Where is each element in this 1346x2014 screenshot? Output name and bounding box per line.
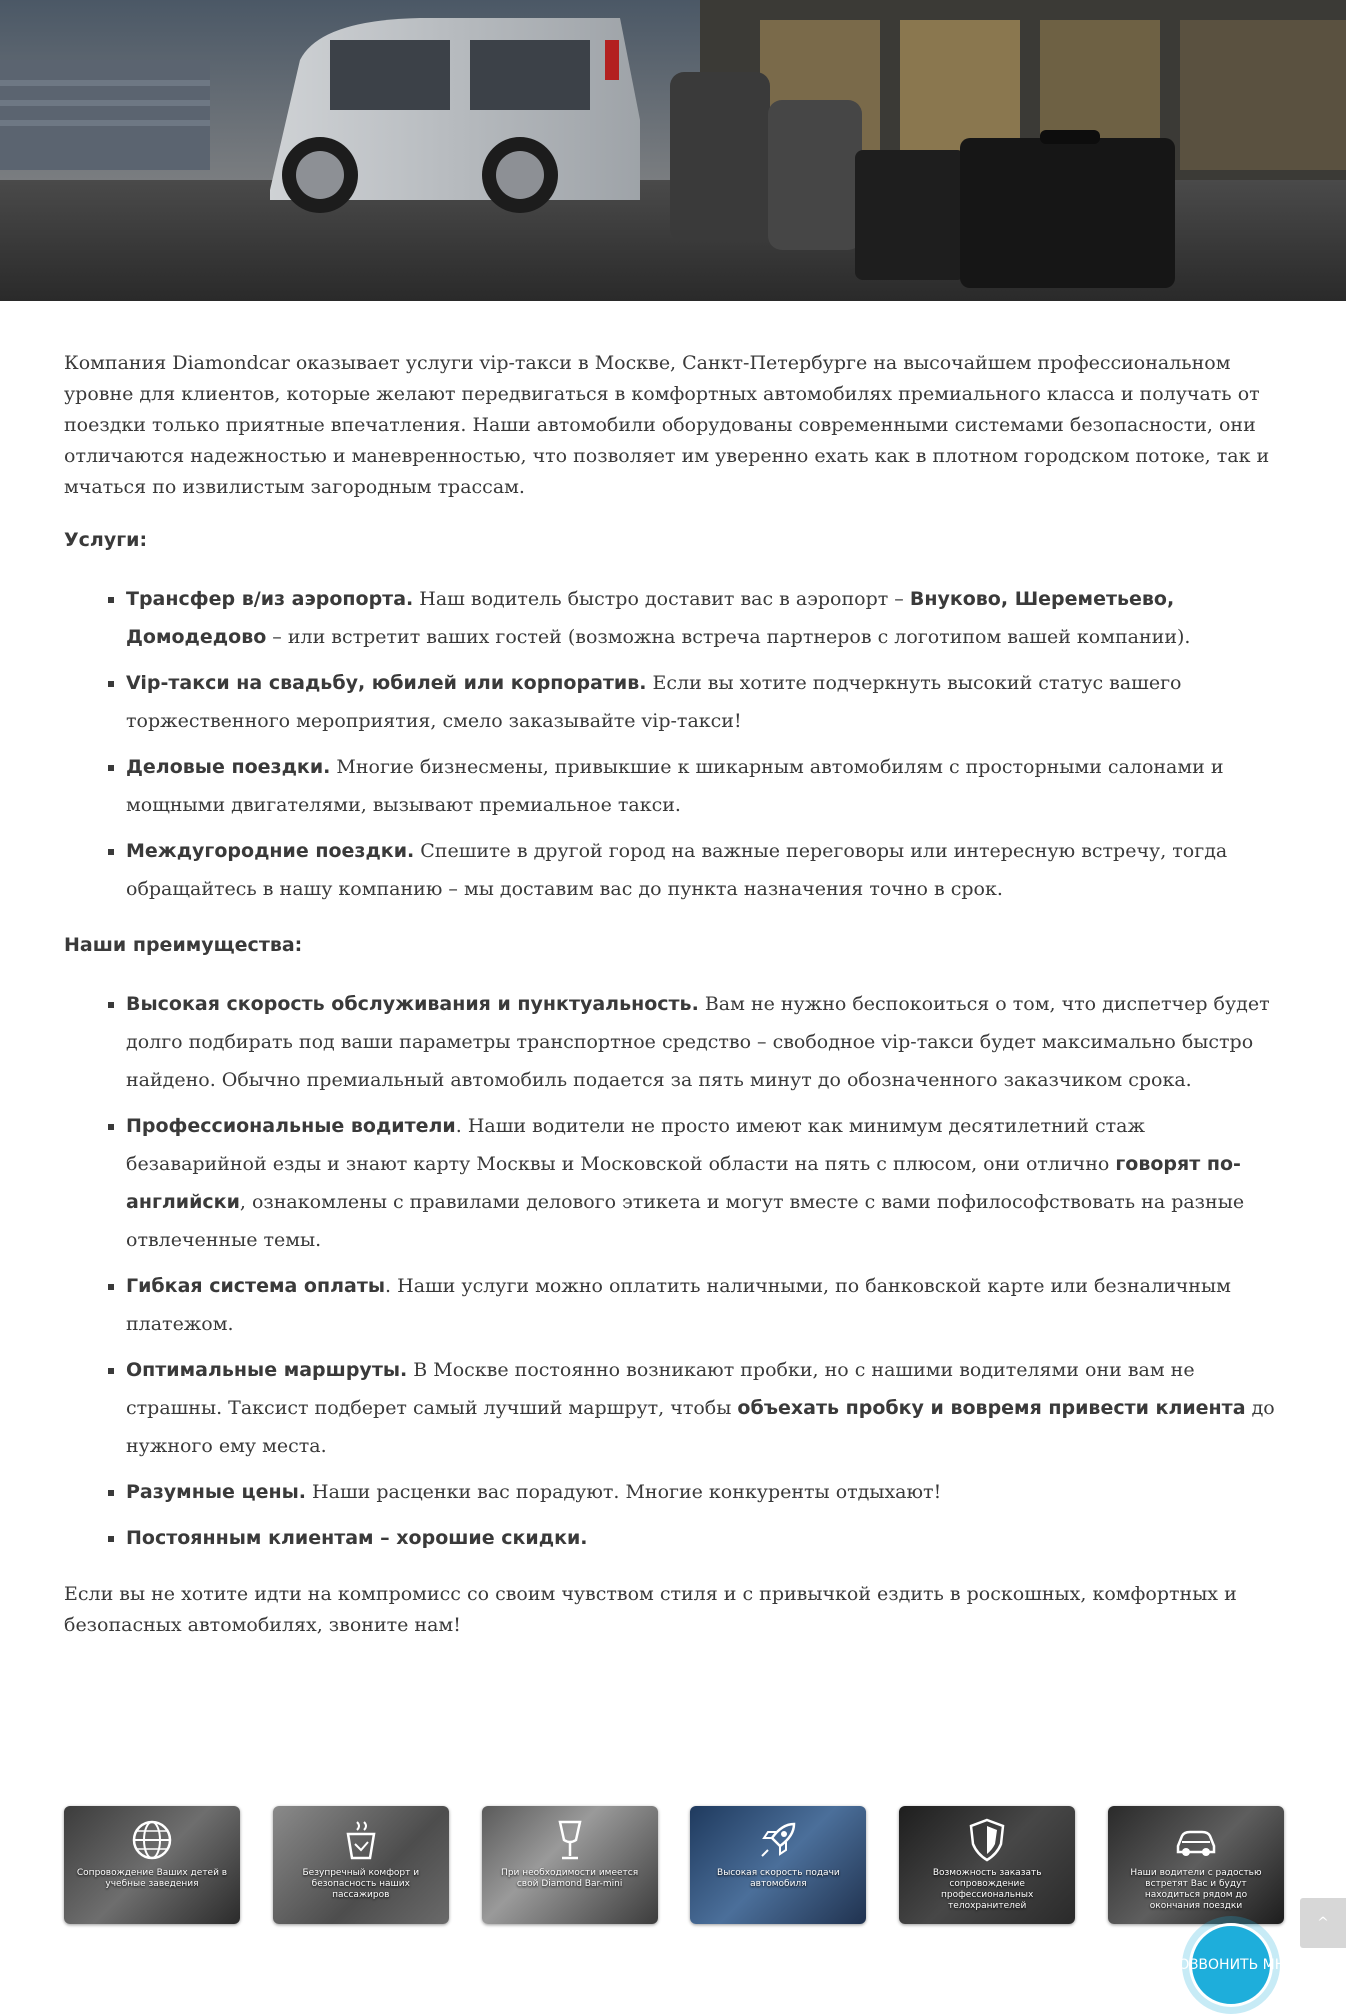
advantages-heading: Наши преимущества:	[64, 934, 303, 956]
feature-card-label: Наши водители с радостью встретят Вас и будут находиться рядом до окончания поездки	[1130, 1868, 1262, 1911]
chevron-up-icon: ^	[1317, 1915, 1329, 1931]
feature-card-security[interactable]	[899, 1806, 1075, 1924]
callback-button-label: ПОЗВОНИТЬ МНЕ	[1189, 1923, 1273, 2007]
list-item: ▪ Трансфер в/из аэропорта. Наш водитель быстро доставит вас в аэропорт – Внуково, Шереметьево, Домодедово – или встретит ваших гостей (возможна встреча партнеров с логотипом вашей компании).	[126, 580, 1284, 656]
feature-card-label: Сопровождение Ваших детей в учебные заведения	[76, 1868, 228, 1889]
shield-icon	[963, 1816, 1011, 1864]
list-item: ▪ Оптимальные маршруты. В Москве постоянно возникают пробки, но с нашими водителями они вам не страшны. Таксист подберет самый лучший маршрут, чтобы объехать пробку и вовремя привести клиента до нужного ему места.	[126, 1351, 1284, 1465]
coffee-cup-icon	[337, 1816, 385, 1864]
advantages-list	[64, 985, 1284, 1557]
globe-icon	[128, 1816, 176, 1864]
feature-card-label: Высокая скорость подачи автомобиля	[717, 1868, 840, 1889]
hero-image	[0, 0, 1346, 301]
intro-text: Компания Diamondcar оказывает услуги vip-такси в Москве, Санкт-Петербурге на высочайшем профессиональном уровне для клиентов, которые желают передвигаться в комфортных автомобилях премиального класса и получать от поездки только приятные впечатления. Наши автомобили оборудованы современными системами безопасности, они отличаются надежностью и маневренностью, что позволяет им уверенно ехать как в плотном городском потоке, так и мчаться по извилистым загородным трассам.	[64, 352, 1270, 498]
car-icon	[1172, 1816, 1220, 1864]
list-item: ▪ Профессиональные водители. Наши водители не просто имеют как минимум десятилетний стаж безаварийной езды и знают карту Москвы и Московской области на пять с плюсом, они отлично говорят по-английски, ознакомлены с правилами делового этикета и могут вместе с вами пофилософствовать на разные отвлеченные темы.	[126, 1107, 1284, 1259]
hero-illustration	[0, 0, 1346, 301]
list-item: ▪ Междугородние поездки. Спешите в другой город на важные переговоры или интересную встречу, тогда обращайтесь в нашу компанию – мы доставим вас до пункта назначения точно в срок.	[126, 832, 1284, 908]
callback-button[interactable]	[1167, 1916, 1295, 2014]
feature-card-comfort[interactable]	[273, 1806, 449, 1924]
list-item: ▪ Разумные цены. Наши расценки вас порадуют. Многие конкуренты отдыхают!	[126, 1473, 1284, 1511]
feature-card-label: При необходимости имеется свой Diamond Bar-mini	[501, 1868, 639, 1889]
feature-card-speed[interactable]	[690, 1806, 866, 1924]
services-heading: Услуги:	[64, 529, 148, 551]
list-item: ▪ Гибкая система оплаты. Наши услуги можно оплатить наличными, по банковской карте или безналичным платежом.	[126, 1267, 1284, 1343]
wine-glass-icon	[546, 1816, 594, 1864]
list-item: ▪ Деловые поездки. Многие бизнесмены, привыкшие к шикарным автомобилям с просторными салонами и мощными двигателями, вызывают премиальное такси.	[126, 748, 1284, 824]
feature-card-drivers[interactable]	[1108, 1806, 1284, 1924]
list-item: ▪ Vip-такси на свадьбу, юбилей или корпоратив. Если вы хотите подчеркнуть высокий статус вашего торжественного мероприятия, смело заказывайте vip-такси!	[126, 664, 1284, 740]
outro-text: Если вы не хотите идти на компромисс со своим чувством стиля и с привычкой ездить в роскошных, комфортных и безопасных автомобилях, звоните нам!	[64, 1583, 1237, 1636]
services-list	[64, 580, 1284, 908]
list-item: ▪ Постоянным клиентам – хорошие скидки.	[126, 1519, 1284, 1557]
list-item: ▪ Высокая скорость обслуживания и пунктуальность. Вам не нужно беспокоиться о том, что диспетчер будет долго подбирать под ваши параметры транспортное средство – свободное vip-такси будет максимально быстро найдено. Обычно премиальный автомобиль подается за пять минут до обозначенного заказчиком срока.	[126, 985, 1284, 1099]
main-content	[64, 348, 1284, 1641]
feature-card-bar[interactable]	[482, 1806, 658, 1924]
scroll-to-top-button[interactable]	[1300, 1898, 1346, 1948]
feature-card-children[interactable]	[64, 1806, 240, 1924]
feature-card-label: Безупречный комфорт и безопасность наших пассажиров	[302, 1868, 420, 1900]
feature-cards	[64, 1806, 1284, 1924]
rocket-icon	[754, 1816, 802, 1864]
feature-card-label: Возможность заказать сопровождение профессиональных телохранителей	[932, 1868, 1042, 1911]
